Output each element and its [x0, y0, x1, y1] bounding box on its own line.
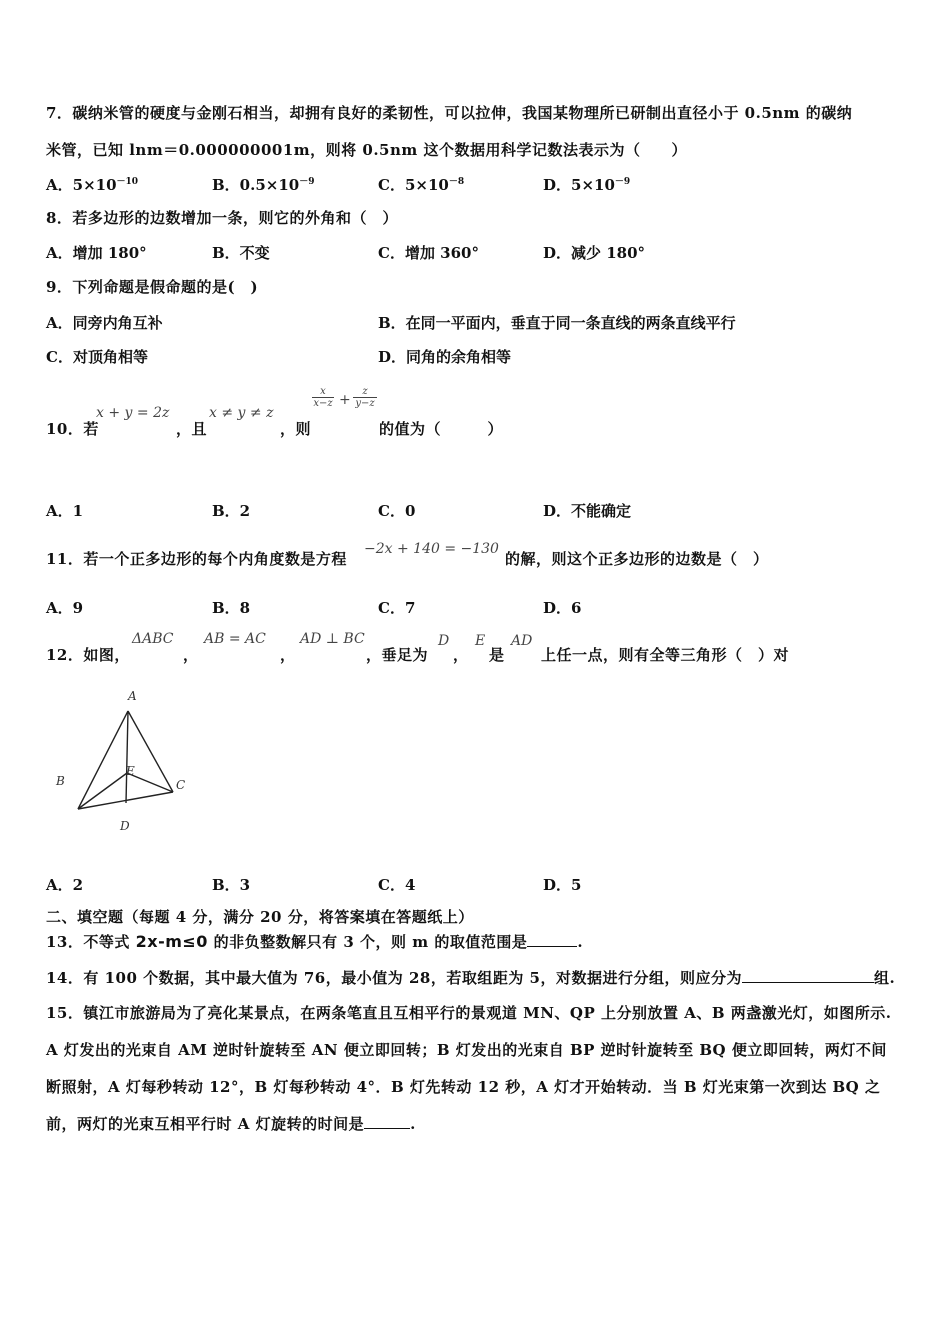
- q11-option-c: C．7: [378, 599, 416, 617]
- q10-mid-2: ，则: [280, 420, 312, 438]
- q12-figure: [50, 683, 200, 835]
- q12-option-b: B．3: [212, 876, 251, 894]
- q7-option-b: B．$0.5\times 10^{-9}$: [212, 176, 315, 194]
- q13-text: 13．不等式 2x-m≤0 的非负整数解只有 3 个，则 m 的取值范围是 .: [46, 932, 584, 951]
- figure-side-ac: [128, 711, 173, 792]
- q12-equal-sides: AB = AC: [204, 631, 266, 647]
- q9-option-c: C．对顶角相等: [46, 348, 148, 366]
- q12-point-e: E: [475, 633, 486, 649]
- figure-label-a: A: [128, 689, 137, 703]
- q10-equation-2: x ≠ y ≠ z: [209, 405, 274, 421]
- q15-line4: 前，两灯的光束互相平行时 A 灯旋转的时间是 .: [46, 1115, 416, 1133]
- q12-perpendicular: AD ⊥ BC: [300, 631, 365, 647]
- q15-answer-blank[interactable]: [364, 1114, 410, 1129]
- q10-option-b: B．2: [212, 502, 251, 520]
- q11-equation: −2x + 140 = −130: [364, 541, 499, 557]
- q13-inequality: 2x-m≤0: [135, 932, 208, 951]
- q14-answer-blank[interactable]: [742, 968, 874, 983]
- q9-option-a: A．同旁内角互补: [46, 314, 163, 332]
- q11-prefix: 11．若一个正多边形的每个内角度数是方程: [46, 550, 347, 568]
- q12-triangle: ΔABC: [132, 631, 174, 647]
- figure-label-e: E: [126, 764, 135, 778]
- q15-line2: A 灯发出的光束自 AM 逆时针旋转至 AN 便立即回转；B 灯发出的光束自 BP 逆时针旋转至 BQ 便立即回转，两灯不间: [46, 1041, 887, 1059]
- q10-suffix: 的值为（ ）: [379, 420, 504, 438]
- q7-option-c: C．$5\times 10^{-8}$: [378, 176, 465, 194]
- figure-segment-be: [78, 773, 127, 809]
- q12-segment-ad: AD: [511, 633, 533, 649]
- q12-option-a: A．2: [46, 876, 84, 894]
- q11-suffix: 的解，则这个正多边形的边数是（ ）: [505, 550, 769, 568]
- q14-text: 14．有 100 个数据，其中最大值为 76，最小值为 28，若取组距为 5，对数据进行分组，则应分为 组.: [46, 969, 896, 987]
- q12-suffix: 上任一点，则有全等三角形（ ）对: [541, 646, 790, 664]
- q11-option-a: A．9: [46, 599, 84, 617]
- q8-option-d: D．减少 180°: [543, 244, 646, 262]
- figure-label-d: D: [120, 819, 130, 833]
- q10-equation-1: x + y = 2z: [96, 405, 170, 421]
- q7-line1: 7．碳纳米管的硬度与金刚石相当，却拥有良好的柔韧性，可以拉伸，我国某物理所已研制出直径小于 0.5nm 的碳纳: [46, 104, 853, 122]
- q8-option-a: A．增加 180°: [46, 244, 147, 262]
- q15-line3: 断照射，A 灯每秒转动 12°，B 灯每秒转动 4°．B 灯先转动 12 秒，A 灯才开始转动．当 B 灯光束第一次到达 BQ 之: [46, 1078, 881, 1096]
- section-2-title: 二、填空题（每题 4 分，满分 20 分，将答案填在答题纸上）: [46, 908, 474, 926]
- q7-line2: 米管，已知 lnm＝0.000000001m，则将 0.5nm 这个数据用科学记数法表示为（ ）: [46, 141, 687, 159]
- q15-line1: 15．镇江市旅游局为了亮化某景点，在两条笔直且互相平行的景观道 MN、QP 上分别放置 A、B 两盏激光灯，如图所示.: [46, 1004, 892, 1022]
- q13-answer-blank[interactable]: [527, 932, 577, 947]
- q12-point-d: D: [438, 633, 450, 649]
- q12-mid: ，垂足为: [366, 646, 429, 664]
- q10-fraction-1: $\frac{x}{x-z}$: [313, 386, 333, 409]
- q12-prefix: 12．如图，: [46, 646, 130, 664]
- q8-option-b: B．不变: [212, 244, 270, 262]
- q12-comma-1: ，: [183, 646, 199, 664]
- q7-option-d: D．$5\times 10^{-9}$: [543, 176, 631, 194]
- q7-option-a: A．$5\times 10^{-10}$: [46, 176, 139, 194]
- figure-label-b: B: [56, 774, 65, 788]
- q11-option-d: D．6: [543, 599, 582, 617]
- figure-side-ab: [78, 711, 128, 809]
- q11-option-b: B．8: [212, 599, 251, 617]
- q10-option-a: A．1: [46, 502, 84, 520]
- q10-plus: +: [339, 392, 351, 408]
- q12-comma-3: ，: [453, 646, 469, 664]
- q8-option-c: C．增加 360°: [378, 244, 479, 262]
- q12-option-d: D．5: [543, 876, 582, 894]
- q10-fraction-2: $\frac{z}{y-z}$: [353, 386, 377, 409]
- q12-comma-2: ，: [280, 646, 296, 664]
- q9-option-b: B．在同一平面内，垂直于同一条直线的两条直线平行: [378, 314, 736, 332]
- q10-option-c: C．0: [378, 502, 416, 520]
- q12-option-c: C．4: [378, 876, 416, 894]
- figure-label-c: C: [176, 778, 186, 792]
- figure-altitude-ad: [126, 711, 128, 803]
- q12-mid-2: 是: [489, 646, 505, 664]
- q8-text: 8．若多边形的边数增加一条，则它的外角和（ ）: [46, 209, 398, 227]
- q10-option-d: D．不能确定: [543, 502, 632, 520]
- q10-prefix: 10．若: [46, 420, 99, 438]
- q9-option-d: D．同角的余角相等: [378, 348, 512, 366]
- q9-text: 9．下列命题是假命题的是( ): [46, 278, 259, 296]
- q10-mid-1: ，且: [176, 420, 208, 438]
